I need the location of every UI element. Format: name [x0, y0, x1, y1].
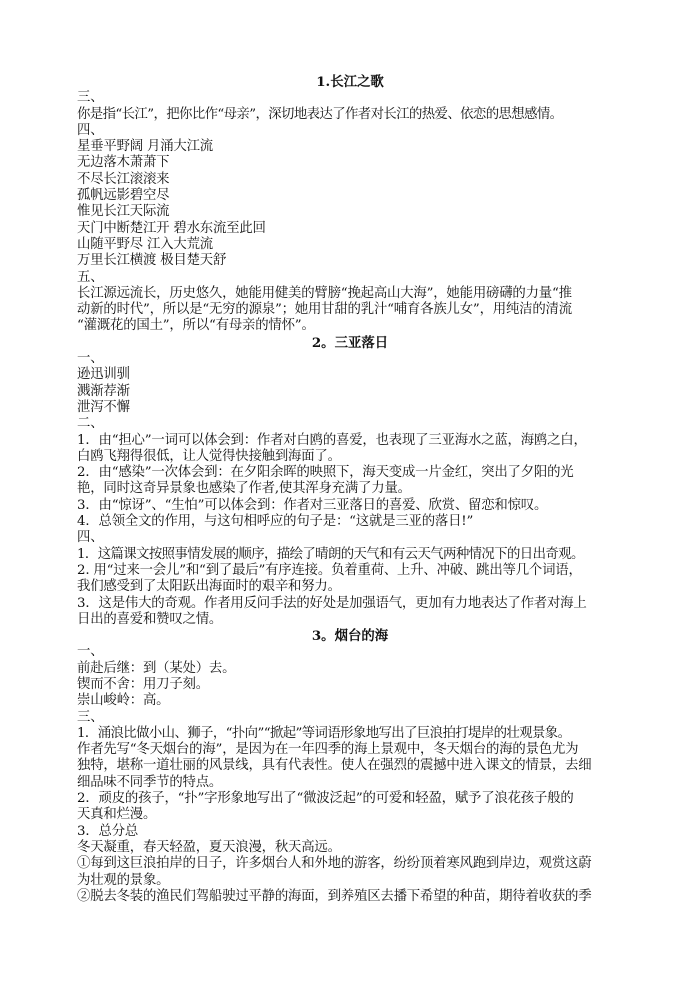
text-line: 崇山峻岭：高。: [77, 693, 170, 709]
text-line: 1．涌浪比做小山、狮子，“扑向”“掀起”等词语形象地写出了巨浪拍打堤岸的壮观景象。: [77, 725, 571, 741]
section-title: 3。烟台的海: [311, 628, 389, 645]
text-line: 三、: [77, 90, 104, 106]
text-line: ②脱去冬装的渔民们驾船驶过平静的海面，到养殖区去播下希望的种苗，期待着收获的季: [77, 888, 592, 904]
text-line: 为壮观的景象。: [77, 872, 170, 888]
text-line: 作者先写“冬天烟台的海”，是因为在一年四季的海上景观中，冬天烟台的海的景色尤为: [77, 742, 579, 758]
text-line: 3．总分总: [77, 823, 139, 839]
text-line: 山随平野尽 江入大荒流: [77, 236, 213, 252]
text-line: 冬天凝重，春天轻盈，夏天浪漫，秋天高远。: [77, 839, 341, 855]
section-title: 2。三亚落日: [311, 334, 389, 351]
text-line: ①每到这巨浪拍岸的日子，许多烟台人和外地的游客，纷纷顶着寒风跑到岸边，观赏这蔚: [77, 856, 592, 872]
text-line: 2. 用“过来一会儿”和“到了最后”有序连接。负着重荷、上升、冲破、跳出等几个词语，: [77, 562, 582, 578]
text-line: 细品味不同季节的特点。: [77, 774, 223, 790]
text-line: 天真和烂漫。: [77, 807, 157, 823]
text-line: 二、: [77, 416, 104, 432]
text-line: 长江源远流长，历史悠久，她能用健美的臂膀“挽起高山大海”，她能用磅礴的力量“推: [77, 285, 572, 301]
text-line: 惟见长江天际流: [77, 204, 170, 220]
text-line: 天门中断楚江开 碧水东流至此回: [77, 220, 266, 236]
text-line: 日出的喜爱和赞叹之情。: [77, 611, 223, 627]
text-line: 你是指“长江”，把你比作“母亲”，深切地表达了作者对长江的热爱、依恋的思想感情。: [77, 106, 563, 122]
text-line: 万里长江横渡 极目楚天舒: [77, 253, 227, 269]
text-line: 孤帆远影碧空尽: [77, 188, 170, 204]
text-line: 独特，堪称一道壮丽的风景线，具有代表性。使人在强烈的震撼中进入课文的情景，去细: [77, 758, 592, 774]
text-line: 白鸥飞翔得很低，让人觉得快接触到海面了。: [77, 448, 341, 464]
text-line: 3．由“惊讶”、“生怕”可以体会到：作者对三亚落日的喜爱、欣赏、留恋和惊叹。: [77, 497, 548, 513]
section-title: 1.长江之歌: [316, 74, 384, 90]
text-line: 一、: [77, 644, 104, 660]
text-line: 泄泻不懈: [77, 399, 130, 415]
section-sanya: [77, 335, 623, 628]
text-line: 星垂平野阔 月涌大江流: [77, 139, 213, 155]
section-changjiang: [77, 74, 623, 335]
text-line: 2．由“感染”一次体会到：在夕阳余晖的映照下，海天变成一片金红，突出了夕阳的光: [77, 465, 574, 481]
text-line: 3．这是伟大的奇观。作者用反问手法的好处是加强语气，更加有力地表达了作者对海上: [77, 595, 587, 611]
document-page: [77, 74, 623, 905]
text-line: 前赴后继：到（某处）去。: [77, 660, 236, 676]
text-line: 一、: [77, 351, 104, 367]
text-line: 四、: [77, 122, 104, 138]
text-line: 逊迅训驯: [77, 367, 130, 383]
text-line: “灌溉花的国土”，所以“有母亲的情怀”。: [77, 318, 315, 334]
text-line: 4．总领全文的作用，与这句相呼应的句子是：“这就是三亚的落日!”: [77, 514, 474, 530]
text-line: 2．顽皮的孩子，“扑”字形象地写出了“微波泛起”的可爱和轻盈，赋予了浪花孩子般的: [77, 791, 574, 807]
text-line: 三、: [77, 709, 104, 725]
text-line: 溅渐荐渐: [77, 383, 130, 399]
text-line: 不尽长江滚滚来: [77, 171, 170, 187]
text-line: 四、: [77, 530, 104, 546]
text-line: 艳，同时这奇异景象也感染了作者,使其浑身充满了力量。: [77, 481, 411, 497]
text-line: 动新的时代”，所以是“无穷的源泉”；她用甘甜的乳汁“哺育各族儿女”，用纯洁的清流: [77, 302, 572, 318]
section-yantai: [77, 628, 623, 905]
text-line: 1．这篇课文按照事情发展的顺序，描绘了晴朗的天气和有云天气两种情况下的日出奇观。: [77, 546, 584, 562]
text-line: 1．由“担心”一词可以体会到：作者对白鸥的喜爱，也表现了三亚海水之蓝，海鸥之白，: [77, 432, 587, 448]
text-line: 无边落木萧萧下: [77, 155, 170, 171]
text-line: 锲而不舍：用刀子刻。: [77, 676, 209, 692]
text-line: 五、: [77, 269, 104, 285]
text-line: 我们感受到了太阳跃出海面时的艰辛和努力。: [77, 579, 341, 595]
